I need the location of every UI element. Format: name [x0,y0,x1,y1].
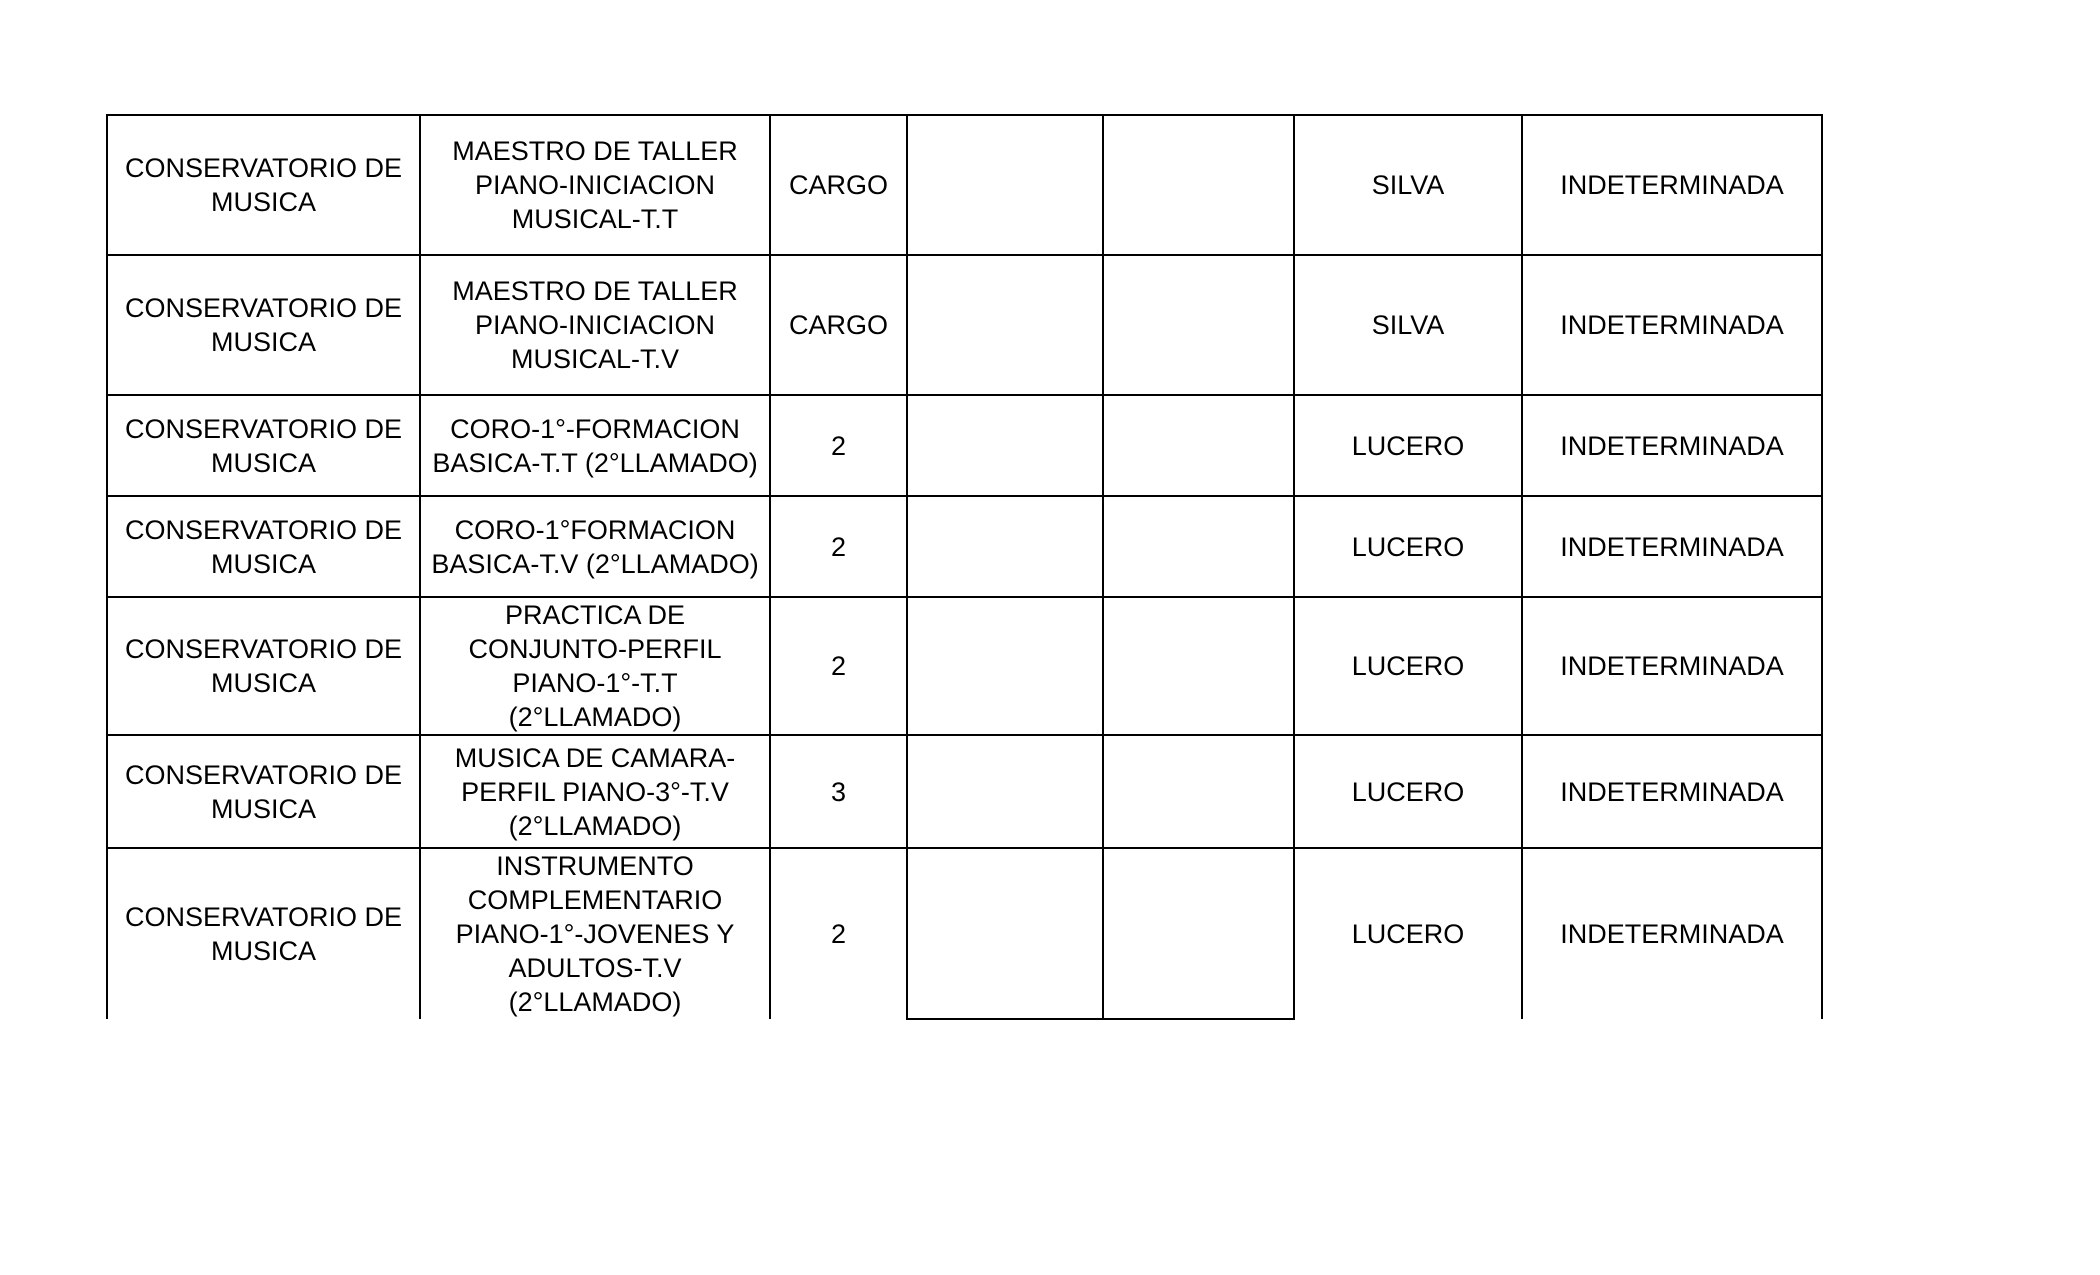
empty-cell [1103,848,1294,1019]
status-cell: INDETERMINADA [1522,115,1822,255]
status-cell: INDETERMINADA [1522,395,1822,496]
subject-cell: MAESTRO DE TALLER PIANO-INICIACION MUSICAL-T.T [420,115,770,255]
table-row [107,597,1822,735]
hours-cell: 2 [770,848,907,1019]
institution-cell: CONSERVATORIO DE MUSICA [107,395,420,496]
empty-cell [907,848,1103,1019]
name-cell: LUCERO [1294,597,1522,735]
empty-cell [1103,597,1294,735]
name-cell: LUCERO [1294,735,1522,848]
table-row [107,496,1822,597]
empty-cell [1103,496,1294,597]
spreadsheet-table [106,114,1823,1020]
table-row [107,395,1822,496]
hours-cell: 2 [770,597,907,735]
institution-cell: CONSERVATORIO DE MUSICA [107,496,420,597]
subject-cell: MAESTRO DE TALLER PIANO-INICIACION MUSICAL-T.V [420,255,770,395]
hours-cell: 2 [770,395,907,496]
empty-cell [907,255,1103,395]
empty-cell [1103,115,1294,255]
empty-cell [907,496,1103,597]
subject-cell: INSTRUMENTO COMPLEMENTARIO PIANO-1°-JOVENES Y ADULTOS-T.V (2°LLAMADO) [420,848,770,1019]
table-row [107,115,1822,255]
institution-cell: CONSERVATORIO DE MUSICA [107,115,420,255]
status-cell: INDETERMINADA [1522,597,1822,735]
name-cell: LUCERO [1294,848,1522,1019]
name-cell: LUCERO [1294,496,1522,597]
subject-cell: PRACTICA DE CONJUNTO-PERFIL PIANO-1°-T.T (2°LLAMADO) [420,597,770,735]
empty-cell [907,115,1103,255]
hours-cell: 3 [770,735,907,848]
status-cell: INDETERMINADA [1522,735,1822,848]
empty-cell [907,395,1103,496]
status-cell: INDETERMINADA [1522,848,1822,1019]
hours-cell: CARGO [770,115,907,255]
hours-cell: CARGO [770,255,907,395]
empty-cell [1103,395,1294,496]
table-row [107,255,1822,395]
empty-cell [1103,255,1294,395]
name-cell: SILVA [1294,115,1522,255]
institution-cell: CONSERVATORIO DE MUSICA [107,255,420,395]
institution-cell: CONSERVATORIO DE MUSICA [107,848,420,1019]
empty-cell [1103,735,1294,848]
hours-cell: 2 [770,496,907,597]
subject-cell: MUSICA DE CAMARA-PERFIL PIANO-3°-T.V (2°LLAMADO) [420,735,770,848]
empty-cell [907,597,1103,735]
institution-cell: CONSERVATORIO DE MUSICA [107,735,420,848]
status-cell: INDETERMINADA [1522,255,1822,395]
subject-cell: CORO-1°-FORMACION BASICA-T.T (2°LLAMADO) [420,395,770,496]
subject-cell: CORO-1°FORMACION BASICA-T.V (2°LLAMADO) [420,496,770,597]
name-cell: LUCERO [1294,395,1522,496]
table-row [107,848,1822,1019]
empty-cell [907,735,1103,848]
status-cell: INDETERMINADA [1522,496,1822,597]
name-cell: SILVA [1294,255,1522,395]
table-row [107,735,1822,848]
institution-cell: CONSERVATORIO DE MUSICA [107,597,420,735]
